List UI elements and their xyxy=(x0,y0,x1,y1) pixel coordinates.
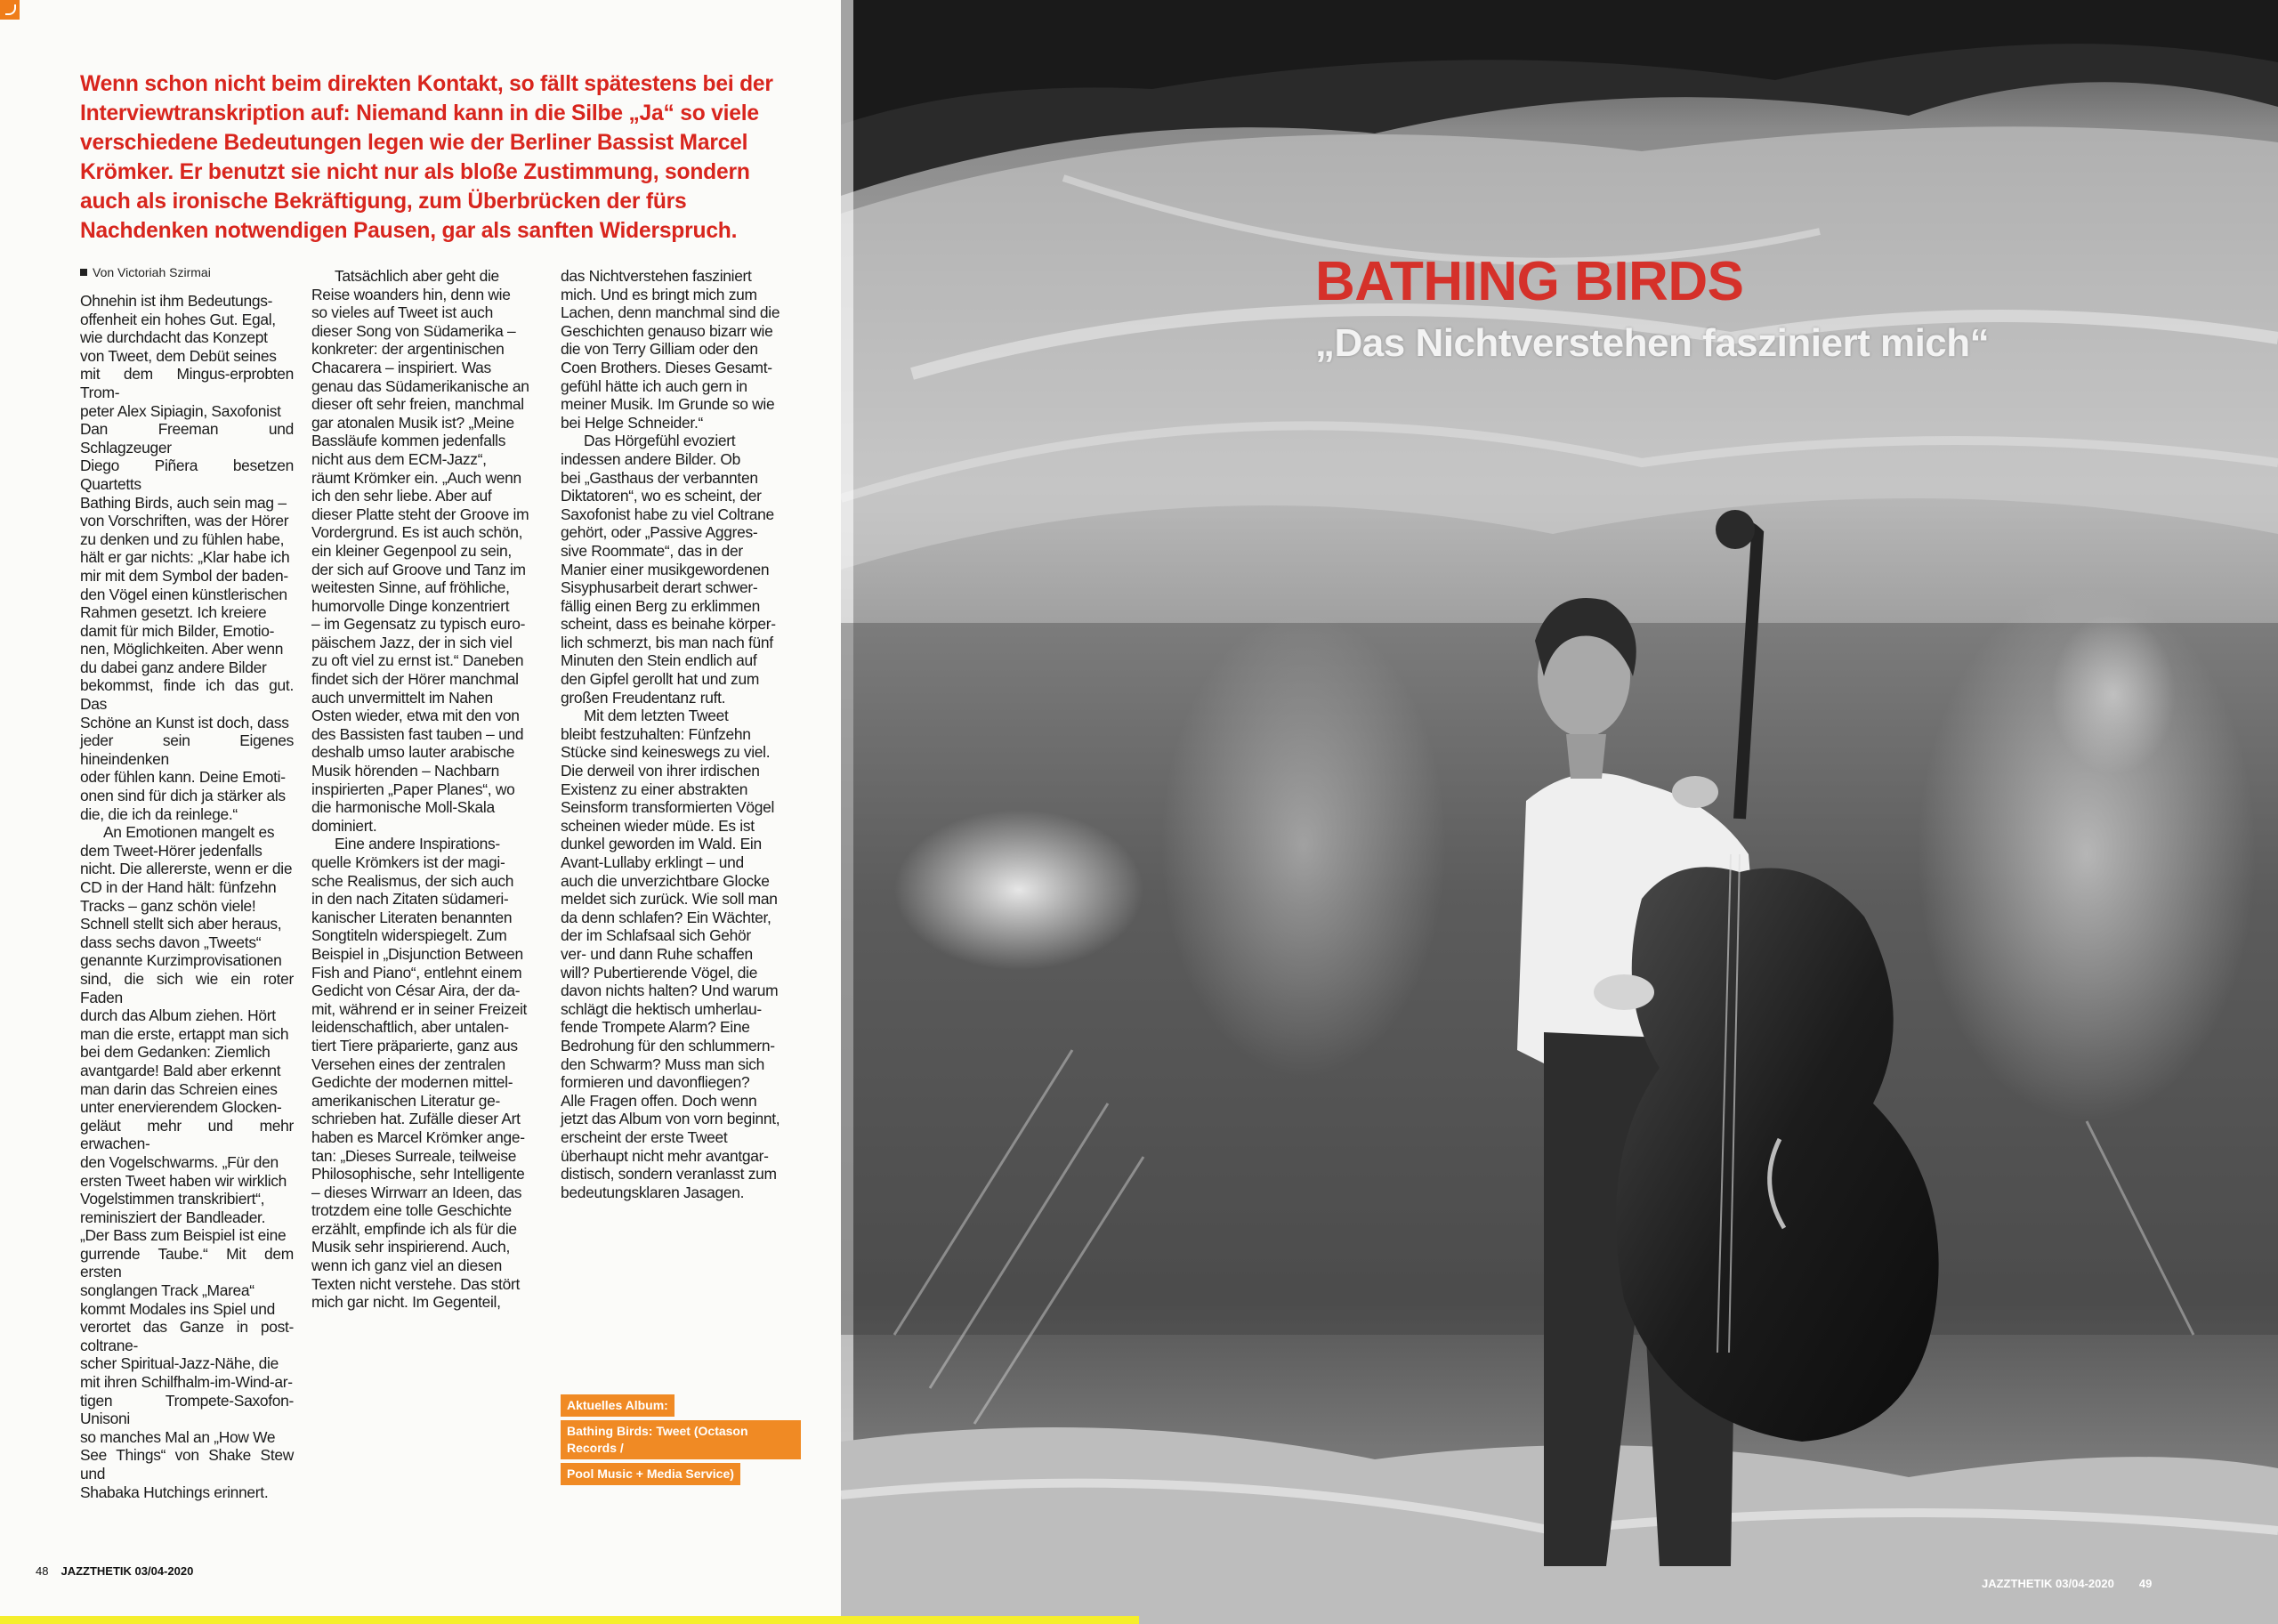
article-column-3 xyxy=(561,267,794,1201)
article-column-1 xyxy=(80,292,294,1501)
paragraph: Tatsächlich aber geht die Reise woanders hin, denn wie so vieles auf Tweet ist auch dieser Song von Südamerika – konkreter: der argentinischen Chacarera – inspiriert. Was genau das Südamerikanische an dieser oft sehr freien, manchmal gar atonalen Musik ist? „Meine Bassläufe kommen jedenfalls nicht aus dem ECM-Jazz“, räumt Krömker ein. „Auch wenn ich den sehr liebe. Aber auf dieser Platte steht der Groove im Vordergrund. Es ist auch schön, ein kleiner Gegenpool zu sein, der sich auf Groove und Tanz im weitesten Sinne, auf fröhliche, humorvolle Dinge konzentriert – im Gegensatz zu typisch euro- päischem Jazz, der in sich viel zu oft viel zu ernst ist.“ Daneben findet sich der Hörer manchmal auch unvermittelt im Nahen Osten wieder, etwa mit den von des Bassisten fast tauben – und deshalb umso lauter arabische Musik hörenden – Nachbarn inspirierten „Paper Planes“, wo die harmonische Moll-Skala dominiert. xyxy=(311,267,529,835)
paragraph: das Nichtverstehen fasziniert mich. Und es bringt mich zum Lachen, denn manchmal sind die Geschichten genauso bizarr wie die von Terry Gilliam oder den Coen Brothers. Dieses Gesamt- gefühl hätte ich auch gern in meiner Musik. Im Grunde so wie bei Helge Schneider.“ xyxy=(561,267,780,432)
album-line-1: Bathing Birds: Tweet (Octason Records / xyxy=(561,1420,801,1459)
yellow-edge-strip xyxy=(0,1616,1139,1624)
band-photo xyxy=(841,0,2278,1624)
byline-text: Von Victoriah Szirmai xyxy=(93,265,211,279)
page-number-right: 49 xyxy=(2138,1577,2153,1590)
paragraph: An Emotionen mangelt es dem Tweet-Hörer jedenfalls nicht. Die allererste, wenn er die CD in der Hand hält: fünfzehn Tracks – ganz schön viele! Schnell stellt sich aber heraus, dass sechs davon „Tweets“ genannte Kurzimprovisationen sind, die sich wie ein roter Faden durch das Album ziehen. Hört man die erste, ertappt man sich bei dem Gedanken: Ziemlich avantgarde! Bald aber erkennt man darin das Schreien eines unter enervierendem Glocken- geläut mehr und mehr erwachen- den Vogelschwarms. „Für den ersten Tweet haben wir wirklich Vogelstimmen transkribiert“, reminisziert der Bandleader. „Der Bass zum Beispiel ist eine gurrende Taube.“ Mit dem ersten songlangen Track „Marea“ kommt Modales ins Spiel und verortet das Ganze in post-coltrane- scher Spiritual-Jazz-Nähe, die mit ihren Schilfhalm-im-Wind-ar- tigen Trompete-Saxofon-Unisoni so manches Mal an „How We See Things“ von Shake Stew und Shabaka Hutchings erinnert. xyxy=(80,823,294,1501)
footer-left xyxy=(36,1564,193,1578)
paragraph: Ohnehin ist ihm Bedeutungs- offenheit ein hohes Gut. Egal, wie durchdacht das Konzept von Tweet, dem Debüt seines mit dem Mingus-erprobten Trom- peter Alex Sipiagin, Saxofonist Dan Freeman und Schlagzeuger Diego Piñera besetzen Quartetts Bathing Birds, auch sein mag – von Vorschriften, was der Hörer zu denken und zu fühlen habe, hält er gar nichts: „Klar habe ich mir mit dem Symbol der baden- den Vögel einen künstlerischen Rahmen gesetzt. Ich kreiere damit für mich Bilder, Emotio- nen, Möglichkeiten. Aber wenn du dabei ganz andere Bilder bekommst, finde ich das gut. Das Schöne an Kunst ist doch, dass jeder sein Eigenes hineindenken oder fühlen kann. Deine Emoti- onen sind für dich ja stärker als die, die ich da reinlege.“ xyxy=(80,292,294,823)
left-page xyxy=(0,0,841,1624)
magazine-name-right: JAZZTHETIK 03/04-2020 xyxy=(1982,1577,2114,1590)
byline xyxy=(80,265,211,279)
album-line-2: Pool Music + Media Service) xyxy=(561,1463,740,1485)
article-title: BATHING BIRDS xyxy=(1315,251,1744,312)
magazine-name-left: JAZZTHETIK 03/04-2020 xyxy=(61,1564,194,1578)
orange-corner-mark-icon xyxy=(0,0,20,20)
paragraph: Mit dem letzten Tweet bleibt festzuhalten: Fünfzehn Stücke sind keineswegs zu viel. Die derweil von ihrer irdischen Existenz zu einer abstrakten Seinsform transformierten Vögel scheinen wieder müde. Es ist dunkel geworden im Wald. Ein Avant-Lullaby erklingt – und auch die unverzichtbare Glocke meldet sich zurück. Wie soll man da denn schlafen? Ein Wächter, der im Schlafsaal sich Gehör ver- und dann Ruhe schaffen will? Pubertierende Vögel, die davon nichts halten? Und warum schlägt die hektisch umherlau- fende Trompete Alarm? Eine Bedrohung für den schlummern- den Schwarm? Muss man sich formieren und davonfliegen? Alle Fragen offen. Doch wenn jetzt das Album von vorn beginnt, erscheint der erste Tweet überhaupt nicht mehr avantgar- distisch, sondern veranlasst zum bedeutungsklaren Jasagen. xyxy=(561,707,780,1201)
paragraph: Das Hörgefühl evoziert indessen andere Bilder. Ob bei „Gasthaus der verbannten Diktatoren“, wo es scheint, der Saxofonist habe zu viel Coltrane gehört, oder „Passive Aggres- sive Roommate“, das in der Manier einer musikgewordenen Sisyphusarbeit derart schwer- fällig einen Berg zu erklimmen scheint, dass es beinahe körper- lich schmerzt, bis man nach fünf Minuten den Stein endlich auf den Gipfel gerollt hat und zum großen Freudentanz ruft. xyxy=(561,432,776,707)
footer-right xyxy=(1982,1577,2152,1590)
article-subtitle: „Das Nichtverstehen fasziniert mich“ xyxy=(1315,321,1990,365)
lead-paragraph: Wenn schon nicht beim direkten Kontakt, so fällt spätestens bei der Interviewtranskription auf: Niemand kann in die Silbe „Ja“ so viele verschiedene Bedeutungen legen wie der Berliner Bassist Marcel Krömker. Er benutzt sie nicht nur als bloße Zustimmung, sondern auch als ironische Bekräftigung, zum Überbrücken der fürs Nachdenken notwendigen Pausen, gar als sanften Widerspruch. xyxy=(80,72,773,243)
paragraph: Eine andere Inspirations- quelle Krömkers ist der magi- sche Realismus, der sich auch in den nach Zitaten südameri- kanischer Literaten benannten Songtiteln widerspiegelt. Zum Beispiel in „Disjunction Between Fish and Piano“, entlehnt einem Gedicht von César Aira, der da- mit, während er in seiner Freizeit leidenschaftlich, aber untalen- tiert Tiere präparierte, ganz aus Versehen eines der zentralen Gedichte der modernen mittel- amerikanischen Literatur ge- schrieben hat. Zufälle dieser Art haben es Marcel Krömker ange- tan: „Dieses Surreale, teilweise Philosophische, sehr Intelligente – dieses Wirrwarr an Ideen, das trotzdem eine tolle Geschichte erzählt, empfinde ich als für die Musik sehr inspirierend. Auch, wenn ich ganz viel an diesen Texten nicht verstehe. Das stört mich gar nicht. Im Gegenteil, xyxy=(311,835,528,1312)
article-column-2 xyxy=(311,267,545,1312)
bullet-square-icon xyxy=(80,269,87,276)
album-heading: Aktuelles Album: xyxy=(561,1394,675,1417)
album-info-box xyxy=(561,1394,801,1489)
page-number-left: 48 xyxy=(36,1564,49,1578)
